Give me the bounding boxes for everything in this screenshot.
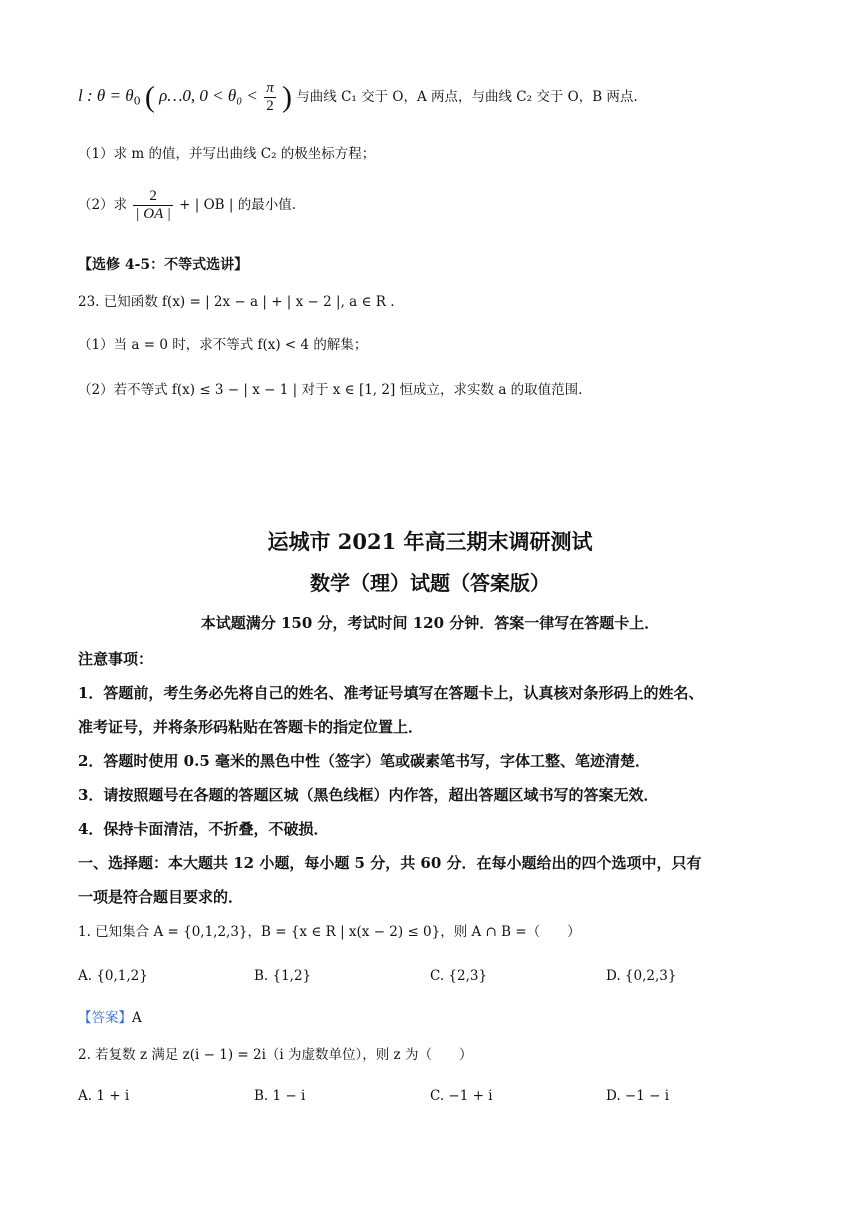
right-paren: ) [282,80,292,114]
fraction-numerator: π [266,80,274,96]
q23-part2: （2）若不等式 f(x) ≤ 3 − | x − 1 | 对于 x ∈ [1, 2] 恒成立，求实数 a 的取值范围. [78,382,583,398]
q1-option-d: D. {0,2,3} [606,968,677,984]
q2-option-b: B. 1 − i [254,1088,306,1104]
q22-line-l [78,80,638,115]
q23-part1: （1）当 a = 0 时，求不等式 f(x) < 4 的解集； [78,337,368,353]
fraction-denominator: | OA | [135,206,171,222]
notice-1b: 准考证号，并将条形码粘贴在答题卡的指定位置上． [78,718,424,736]
notice-heading: 注意事项： [78,650,154,668]
q2-stem: 2. 若复数 z 满足 z(i − 1) = 2i（i 为虚数单位），则 z 为（ ） [78,1047,473,1063]
q1-option-b: B. {1,2} [254,968,312,984]
q2-option-d: D. −1 − i [606,1088,670,1104]
part2-prefix: （2）求 [78,197,128,213]
section-4-5-heading: 【选修 4-5：不等式选讲】 [78,257,249,273]
pi-over-2-fraction [264,80,276,115]
answer-label: 【答案】 [78,1010,132,1026]
notice-4: 4．保持卡面清洁，不折叠，不破损． [78,820,329,838]
q1-stem: 1. 已知集合 A = {0,1,2,3}，B = {x ∈ R | x(x − 2) ≤ 0}，则 A ∩ B =（ ） [78,924,581,940]
answer-value: A [132,1010,142,1026]
line-l-condition: ρ…0, 0 < θ₀ < [159,86,258,105]
exam-info: 本试题满分 150 分，考试时间 120 分钟．答案一律写在答题卡上． [200,614,660,632]
line-l-suffix: 与曲线 C₁ 交于 O，A 两点，与曲线 C₂ 交于 O，B 两点. [296,89,638,105]
q1-option-a: A. {0,1,2} [78,968,148,984]
q2-option-a: A. 1 + i [78,1088,130,1104]
q2-option-c: C. −1 + i [430,1088,493,1104]
part2-suffix: + | OB | 的最小值. [179,197,297,213]
fraction-denominator: 2 [266,98,274,114]
section1-heading-line2: 一项是符合题目要求的． [78,888,244,906]
q1-answer [78,1010,142,1028]
notice-1a: 1．答题前，考生务必先将自己的姓名、准考证号填写在答题卡上，认真核对条形码上的姓名、 [78,684,704,702]
fraction-numerator: 2 [133,188,172,206]
notice-3: 3．请按照题号在各题的答题区城（黑色线框）内作答，超出答题区域书写的答案无效． [78,786,659,804]
left-paren: ( [144,80,155,114]
q23-stem: 23. 已知函数 f(x) = | 2x − a | + | x − 2 |, a ∈ R . [78,294,395,310]
notice-2: 2．答题时使用 0.5 毫米的黑色中性（签字）笔或碳素笔书写，字体工整、笔迹清楚． [78,752,650,770]
exam-subtitle: 数学（理）试题（答案版） [310,571,550,595]
section1-heading-line1: 一、选择题：本大题共 12 小题，每小题 5 分，共 60 分．在每小题给出的四个选项中，只有 [78,854,702,872]
q22-part2 [78,188,296,223]
part2-fraction [133,188,172,223]
q22-part1: （1）求 m 的值，并写出曲线 C₂ 的极坐标方程； [78,146,376,162]
line-l-prefix: l : θ = θ [78,86,134,105]
exam-title: 运城市 2021 年高三期末调研测试 [267,529,593,554]
q1-option-c: C. {2,3} [430,968,488,984]
line-l-subscript: 0 [133,94,141,108]
